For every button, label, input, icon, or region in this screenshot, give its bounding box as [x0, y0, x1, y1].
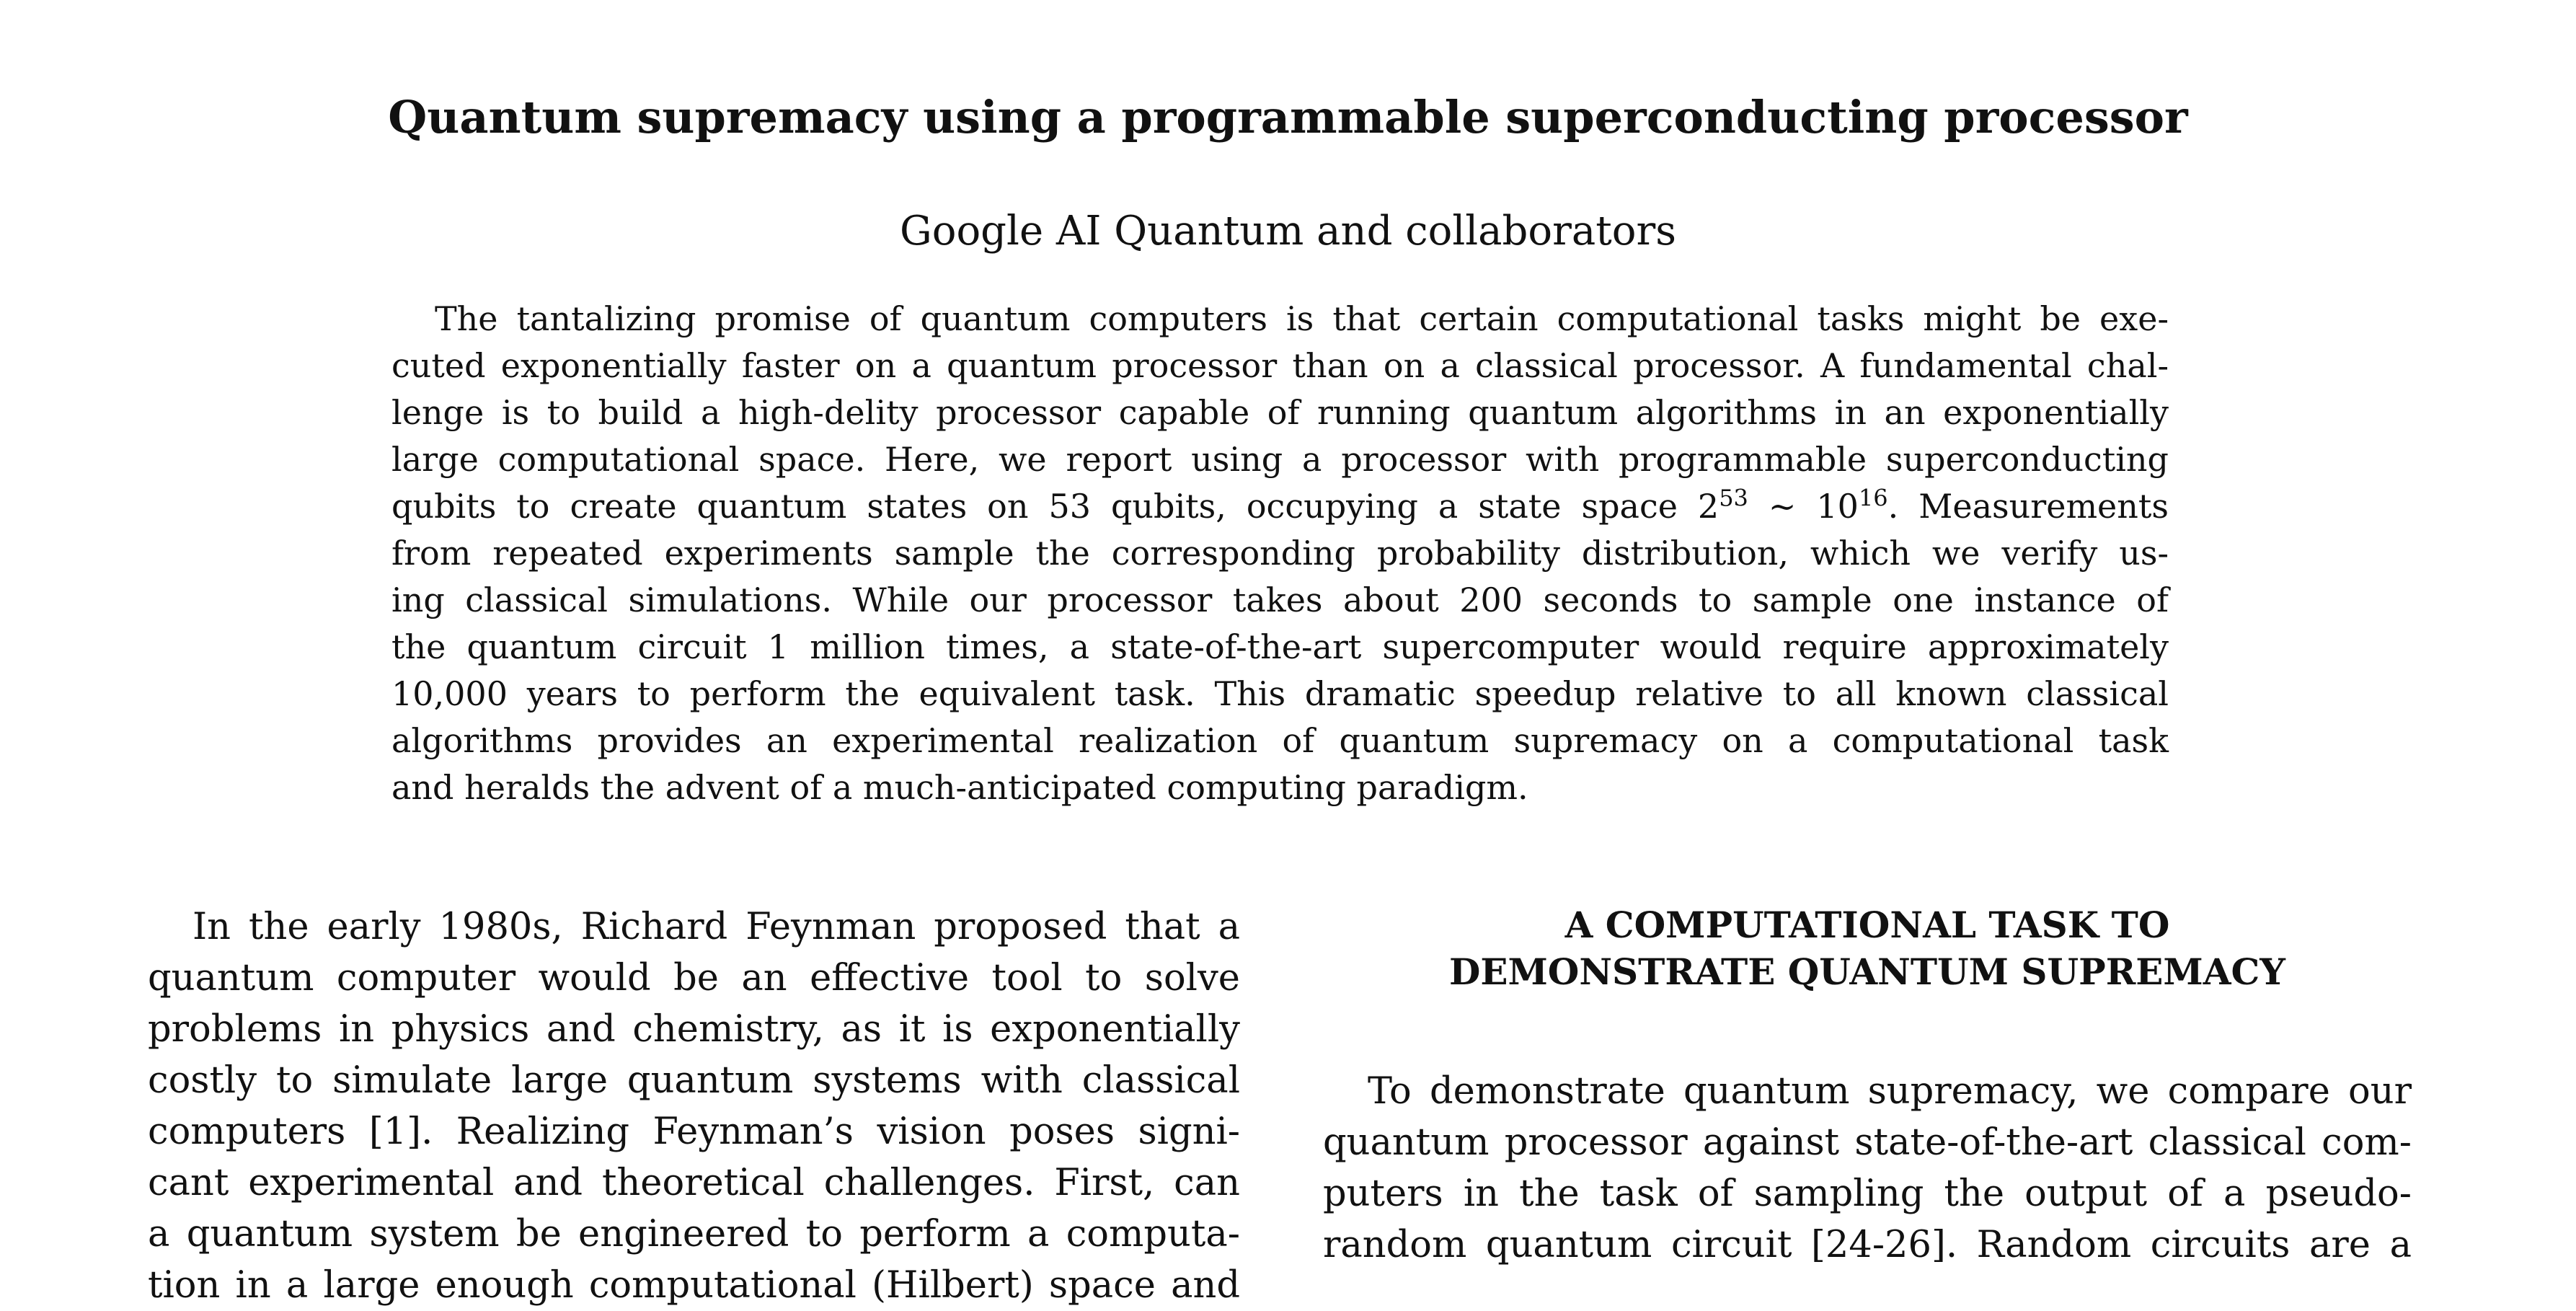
abstract-line: and heralds the advent of a much-anticipated computing paradigm.	[391, 768, 1528, 807]
paper-title: Quantum supremacy using a programmable superconducting processor	[388, 91, 2188, 144]
abstract-line: qubits to create quantum states on 53 qubits, occupying a state space $2^{53}$ ~ $10^{16}$. Measurements	[391, 484, 2169, 526]
body-line: costly to simulate large quantum systems with classical	[148, 1059, 1240, 1102]
abstract-line: algorithms provides an experimental realization of quantum supremacy on a computational task	[391, 721, 2169, 760]
abstract-line: lenge is to build a high-delity processor capable of running quantum algorithms in an exponentially	[391, 393, 2169, 432]
abstract-line: The tantalizing promise of quantum computers is that certain computational tasks might be exe-	[435, 299, 2169, 338]
body-line: To demonstrate quantum supremacy, we compare our	[1368, 1070, 2412, 1113]
body-line: computers [1]. Realizing Feynman’s vision poses signi-	[148, 1111, 1240, 1153]
left-column-body	[148, 901, 1240, 1311]
section-heading-line: A COMPUTATIONAL TASK TO	[1564, 904, 2170, 946]
abstract-line: cuted exponentially faster on a quantum processor than on a classical processor. A fundamental chal-	[391, 346, 2169, 385]
body-line: a quantum system be engineered to perform a computa-	[148, 1213, 1240, 1255]
abstract-line: from repeated experiments sample the corresponding probability distribution, which we verify us-	[391, 534, 2169, 573]
body-line: quantum computer would be an effective tool to solve	[148, 957, 1240, 999]
section-heading-line: DEMONSTRATE QUANTUM SUPREMACY	[1448, 950, 2285, 993]
abstract-line: 10,000 years to perform the equivalent task. This dramatic speedup relative to all known classical	[391, 674, 2169, 713]
abstract	[391, 296, 2169, 811]
paper-authors: Google AI Quantum and collaborators	[900, 208, 1676, 255]
body-line: quantum processor against state-of-the-art classical com-	[1323, 1121, 2412, 1164]
abstract-line: the quantum circuit 1 million times, a state-of-the-art supercomputer would require approximately	[391, 627, 2169, 666]
abstract-line: ing classical simulations. While our processor takes about 200 seconds to sample one instance of	[391, 581, 2169, 619]
body-line: cant experimental and theoretical challenges. First, can	[148, 1162, 1240, 1204]
body-line: In the early 1980s, Richard Feynman proposed that a	[192, 906, 1240, 948]
right-column-body	[1323, 1066, 2412, 1271]
body-line: puters in the task of sampling the output of a pseudo-	[1323, 1173, 2412, 1215]
body-line: random quantum circuit [24-26]. Random circuits are a	[1323, 1224, 2412, 1266]
body-line: tion in a large enough computational (Hilbert) space and	[148, 1264, 1240, 1307]
abstract-line: large computational space. Here, we report using a processor with programmable superconducting	[391, 440, 2169, 479]
section-heading	[1323, 901, 2412, 995]
body-line: problems in physics and chemistry, as it is exponentially	[148, 1008, 1240, 1051]
